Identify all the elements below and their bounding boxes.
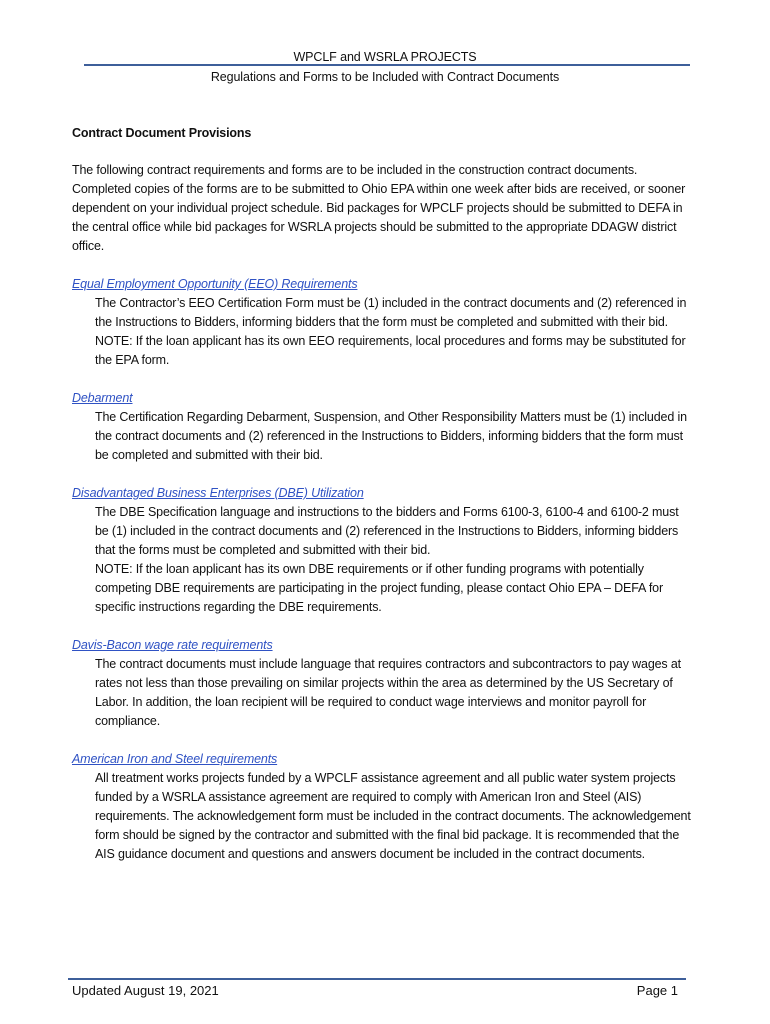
- dbe-utilization-link[interactable]: Disadvantaged Business Enterprises (DBE) Utilization: [72, 486, 364, 500]
- eeo-requirements-link[interactable]: Equal Employment Opportunity (EEO) Requirements: [72, 277, 358, 291]
- section-ais: [72, 750, 692, 864]
- section-heading: Contract Document Provisions: [72, 126, 252, 140]
- header-divider: [84, 64, 690, 66]
- section-debarment: [72, 389, 692, 465]
- debarment-paragraph: The Certification Regarding Debarment, Suspension, and Other Responsibility Matters must be (1) included in the contract documents and (2) referenced in the Instructions to Bidders, informing bidders that the form must be completed and submitted with their bid.: [95, 410, 687, 462]
- section-eeo: [72, 275, 692, 370]
- intro-paragraph: The following contract requirements and forms are to be included in the construction contract documents. Completed copies of the forms are to be submitted to Ohio EPA within one week after bids are received, or sooner dependent on your individual project schedule. Bid packages for WPCLF projects should be submitted to DEFA in the central office while bid packages for WSRLA projects should be submitted to the appropriate DDAGW district office.: [72, 163, 686, 253]
- ais-paragraph: All treatment works projects funded by a WPCLF assistance agreement and all public water system projects funded by a WSRLA assistance agreement are required to comply with American Iron and Steel (AIS) requirements. The acknowledgement form must be included in the contract documents. The acknowledgement form should be signed by the contractor and submitted with the final bid package. It is recommended that the AIS guidance document and questions and answers document be included in the contract documents.: [95, 771, 691, 861]
- eeo-note: NOTE: If the loan applicant has its own EEO requirements, local procedures and forms may be substituted for the EPA form.: [95, 334, 686, 367]
- dbe-note: NOTE: If the loan applicant has its own DBE requirements or if other funding programs with potentially competing DBE requirements are participating in the project funding, please contact Ohio EPA – DEFA for specific instructions regarding the DBE requirements.: [95, 562, 663, 614]
- footer-divider: [68, 978, 686, 980]
- document-body: [72, 124, 692, 883]
- debarment-link[interactable]: Debarment: [72, 391, 133, 405]
- section-davis-bacon: [72, 636, 692, 731]
- page-number: Page 1: [636, 983, 678, 998]
- american-iron-steel-link[interactable]: American Iron and Steel requirements: [72, 752, 278, 766]
- davis-bacon-link[interactable]: Davis-Bacon wage rate requirements: [72, 638, 273, 652]
- document-subtitle: Regulations and Forms to be Included with Contract Documents: [210, 70, 560, 84]
- updated-date: Updated August 19, 2021: [72, 983, 219, 998]
- document-title: WPCLF and WSRLA PROJECTS: [293, 50, 477, 64]
- eeo-paragraph: The Contractor’s EEO Certification Form must be (1) included in the contract documents and (2) referenced in the Instructions to Bidders, informing bidders that the form must be completed and submitted with their bid.: [95, 296, 687, 329]
- davis-bacon-paragraph: The contract documents must include language that requires contractors and subcontractors to pay wages at rates not less than those prevailing on similar projects within the area as determined by the US Secretary of Labor. In addition, the loan recipient will be required to conduct wage interviews and monitor payroll for compliance.: [95, 657, 681, 728]
- section-dbe: [72, 484, 692, 617]
- dbe-paragraph: The DBE Specification language and instructions to the bidders and Forms 6100-3, 6100-4 and 6100-2 must be (1) included in the contract documents and (2) referenced in the Instructions to Bidders, informing bidders that the forms must be completed and submitted with their bid.: [95, 505, 679, 557]
